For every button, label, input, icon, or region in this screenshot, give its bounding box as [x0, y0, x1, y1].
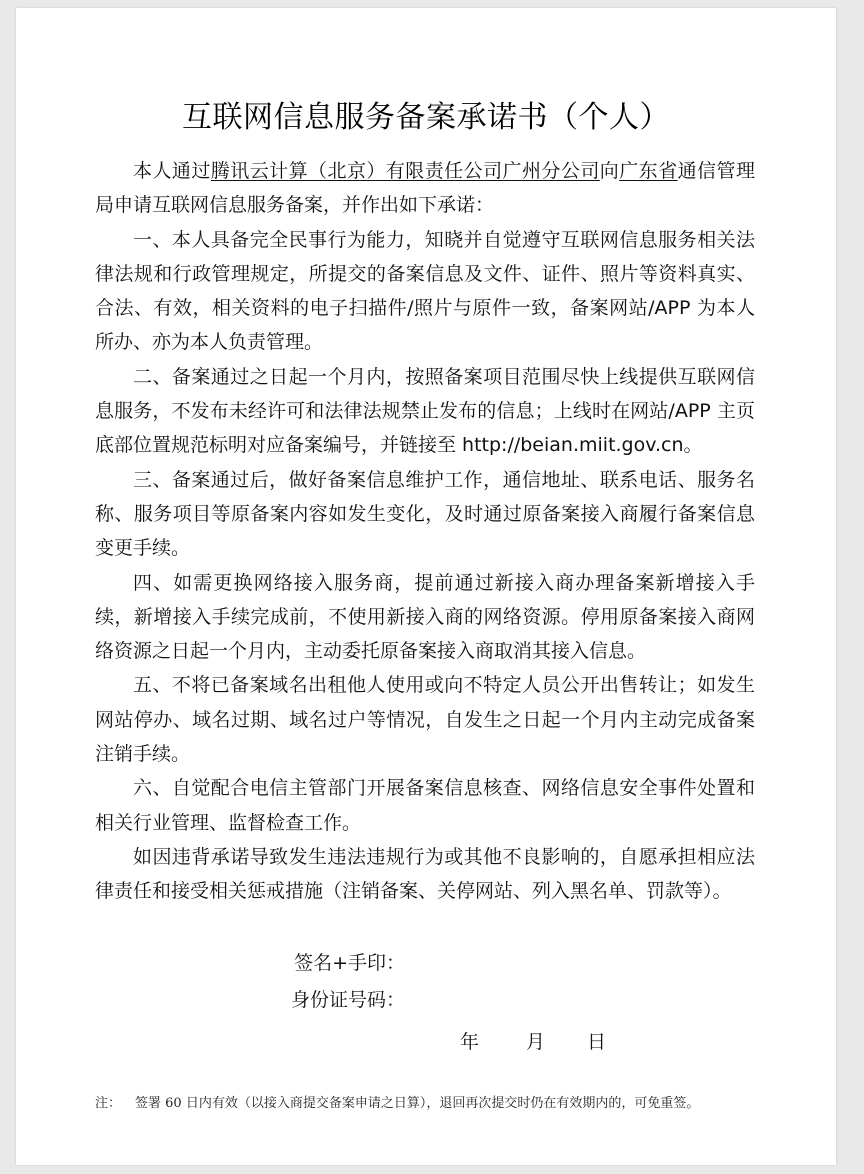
commitment-5: 五、不将已备案域名出租他人使用或向不特定人员公开出售转让；如发生网站停办、域名过期、域名过户等情况，自发生之日起一个月内主动完成备案注销手续。 [95, 674, 755, 766]
province-name: 广东省 [619, 160, 678, 182]
signature-label: 签名+手印： [294, 952, 405, 974]
commitment-6: 六、自觉配合电信主管部门开展备案信息核查、网络信息安全事件处置和相关行业管理、监督检查工作。 [95, 777, 755, 834]
commitment-1: 一、本人具备完全民事行为能力，知晓并自觉遵守互联网信息服务相关法律法规和行政管理规定，所提交的备案信息及文件、证件、照片等资料真实、合法、有效，相关资料的电子扫描件/照片与原件一致，备案网站/APP 为本人所办、亦为本人负责管理。 [95, 228, 755, 354]
date-year-label: 年 [460, 1031, 480, 1053]
date-month-label: 月 [526, 1031, 546, 1053]
id-number-label: 身份证号码： [290, 989, 405, 1011]
page-title: 互联网信息服务备案承诺书（个人） [182, 100, 670, 135]
document-page [16, 8, 836, 1165]
commitment-4: 四、如需更换网络接入服务商，提前通过新接入商办理备案新增接入手续，新增接入手续完成前，不使用新接入商的网络资源。停用原备案接入商网络资源之日起一个月内，主动委托原备案接入商取消其接入信息。 [95, 571, 755, 663]
liability-paragraph: 如因违背承诺导致发生违法违规行为或其他不良影响的，自愿承担相应法律责任和接受相关惩戒措施（注销备案、关停网站、列入黑名单、罚款等）。 [95, 845, 755, 903]
provider-name: 腾讯云计算（北京）有限责任公司广州分公司 [210, 160, 600, 182]
commitment-2: 二、备案通过之日起一个月内，按照备案项目范围尽快上线提供互联网信息服务，不发布未经许可和法律法规禁止发布的信息；上线时在网站/APP 主页底部位置规范标明对应备案编号，并链接至 http://beian.miit.gov.cn。 [95, 365, 755, 457]
commitment-3: 三、备案通过后，做好备案信息维护工作，通信地址、联系电话、服务名称、服务项目等原备案内容如发生变化，及时通过原备案接入商履行备案信息变更手续。 [95, 468, 755, 560]
footnote-text: 签署 60 日内有效（以接入商提交备案申请之日算），退回再次提交时仍在有效期内的，可免重签。 [135, 1096, 700, 1111]
document-body [95, 154, 755, 909]
footnote [95, 1094, 755, 1113]
footnote-label: 注： [95, 1096, 122, 1111]
intro-prefix: 本人通过 [133, 160, 211, 182]
intro-paragraph [95, 154, 755, 223]
intro-suffix: 通信管理局申请互联网信息服务备案，并作出如下承诺： [95, 160, 755, 217]
intro-middle: 向 [599, 160, 620, 182]
date-day-label: 日 [587, 1031, 607, 1053]
